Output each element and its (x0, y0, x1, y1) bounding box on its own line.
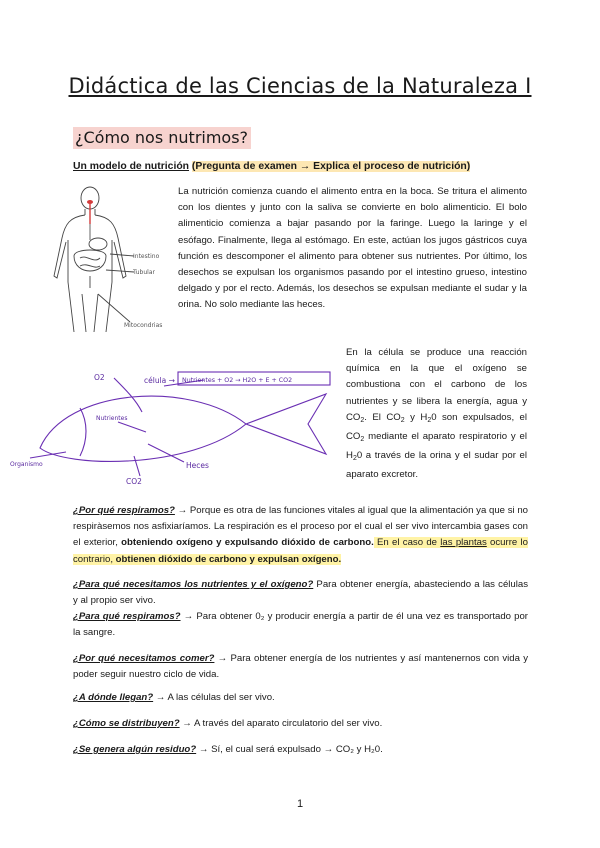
plants-highlight: En el caso de las plantas ocurre lo contrario, obtienen dióxido de carbono y expulsan oxígeno. (73, 537, 528, 565)
body-label-mitocondrias: Mitocondrias (124, 322, 163, 329)
respiration-paragraph: ¿Por qué respiramos? → Porque es otra de las funciones vitales al igual que la alimentación ya que si no respiràsemos nos asfixiaríamos. La respiración es el proceso por el cual el ser vivo intercambia gases con el exterior, obteniendo oxígeno y expulsando dióxido de carbono. En el caso de las plantas ocurre lo contrario, obtienen dióxido de carbono y expulsan oxígeno. (73, 505, 529, 565)
fish-label-co2: CO2 (126, 477, 142, 486)
qa-item: ¿Cómo se distribuyen? → A través del aparato circulatorio del ser vivo. (73, 718, 383, 729)
fish-label-nutrients: Nutrientes (96, 415, 128, 422)
fish-label-feces: Heces (186, 461, 209, 470)
qa-item: ¿Por qué necesitamos comer? → Para obtener energía de los nutrientes y así mantenernos con vida y poder seguir nuestro ciclo de vida. (73, 653, 528, 681)
qa-item: ¿Se genera algún residuo? → Sí, el cual será expulsado → CO₂ y H₂0. (73, 744, 383, 755)
qa-item: ¿Para qué respiramos? → Para obtener 0₂ y producir energía a partir de él una vez es transportado por la sangre. (73, 611, 529, 639)
cell-respiration-diagram (8, 360, 338, 490)
respiration-question: ¿Por qué respiramos? (73, 505, 175, 516)
fish-label-organism: Organismo (10, 461, 43, 468)
fish-label-o2: O2 (94, 373, 105, 382)
qa-item: ¿Para qué necesitamos los nutrientes y el oxígeno? Para obtener energía, abasteciendo a las células y al propio ser vivo. (73, 579, 529, 607)
fish-label-equation: Nutrientes + O2 → H2O + E + CO2 (182, 377, 293, 384)
page-number: 1 (296, 798, 304, 810)
subheading (73, 161, 470, 172)
body-label-intestino: Intestino (133, 253, 160, 260)
fish-label-cell: célula → (144, 376, 175, 385)
document-title: Didáctica de las Ciencias de la Naturaleza I (68, 74, 532, 98)
subheading-model: Un modelo de nutrición (73, 161, 190, 172)
cell-reaction-paragraph: En la célula se produce una reacción química en la que el oxígeno se combustiona con el carbono de los nutrientes y se libera la energía, agua y $CO_2$. El $CO_2$ y $H_20$ son expulsados, el $CO_2$ mediante el aparato respiratorio y el $H_20$ a través de la orina y el sudar por el aparato excretor. (346, 347, 528, 481)
nutrition-paragraph: La nutrición comienza cuando el alimento entra en la boca. Se tritura el alimento con los dientes y junto con la saliva se convierte en bolo alimenticio. El bolo alimenticio comienza a bajar pasando por la faringe. Luego la laringe y el esófago. Finalmente, llega al estómago. En este, actúan los jugos gástricos cuya función es descomponer el alimento para obtener sus nutrientes. Por último, los desechos se expulsan los organismos pasando por el intestino grueso, intestino delgado y por el recto. Además, los desechos se expulsan mediante el sudar y la orina. No solo mediante las heces. (178, 186, 527, 311)
body-label-tubular: Tubular (133, 269, 155, 276)
subheading-exam-note: (Pregunta de examen → Explica el proceso de nutrición) (191, 161, 471, 172)
qa-item: ¿A dónde llegan? → A las células del ser vivo. (73, 692, 275, 703)
digestive-system-figure (38, 184, 170, 336)
section-heading: ¿Cómo nos nutrimos? (73, 127, 251, 149)
